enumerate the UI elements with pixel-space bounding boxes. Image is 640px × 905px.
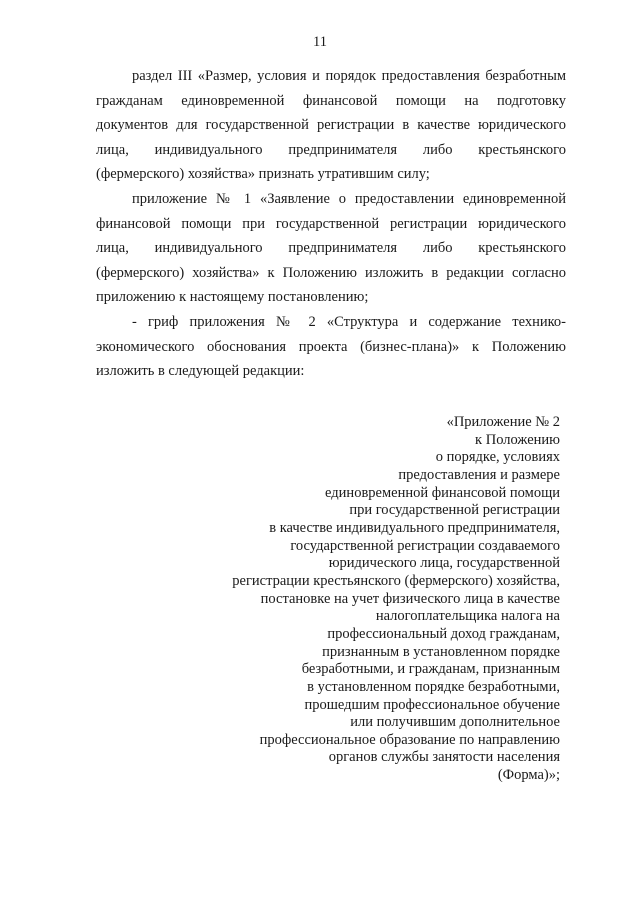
caption-line: государственной регистрации создаваемого	[290, 537, 560, 554]
caption-line: или получившим дополнительное	[350, 714, 560, 731]
caption-line: профессиональное образование по направлению	[259, 731, 560, 748]
caption-line: профессиональный доход гражданам,	[327, 625, 560, 642]
caption-line: к Положению	[475, 431, 560, 448]
appendix-caption-block	[140, 414, 560, 785]
paragraph-appendix-2-heading: - гриф приложения № 2 «Структура и содержание технико-экономического обоснования проекта (бизнес-плана)» к Положению изложить в следующей редакции:	[96, 313, 566, 380]
paragraph-section-iii: раздел III «Размер, условия и порядок предоставления безработным гражданам единовременной финансовой помощи на подготовку документов для государственной регистрации в качестве юридического лица, индивидуального предпринимателя либо крестьянского (фермерского) хозяйства» признать утратившим силу;	[96, 68, 566, 183]
caption-line: о порядке, условиях	[435, 449, 560, 466]
caption-line: безработными, и гражданам, признанным	[301, 661, 560, 678]
caption-line: (Форма)»;	[497, 767, 560, 784]
caption-line: признанным в установленном порядке	[322, 643, 560, 660]
document-body	[96, 64, 566, 384]
caption-line: прошедшим профессиональное обучение	[304, 696, 560, 713]
paragraph-appendix-1: приложение № 1 «Заявление о предоставлении единовременной финансовой помощи при государственной регистрации юридического лица, индивидуального предпринимателя либо крестьянского (фермерского) хозяйства» к Положению изложить в редакции согласно приложению к настоящему постановлению;	[96, 190, 566, 306]
caption-line: юридического лица, государственной	[328, 555, 560, 572]
page-number: 11	[313, 34, 327, 50]
caption-line: единовременной финансовой помощи	[325, 484, 560, 501]
caption-line: в качестве индивидуального предпринимателя,	[269, 519, 560, 536]
caption-line: постановке на учет физического лица в качестве	[260, 590, 560, 607]
caption-line: органов службы занятости населения	[328, 749, 560, 766]
caption-line: в установленном порядке безработными,	[307, 678, 560, 695]
caption-line: регистрации крестьянского (фермерского) хозяйства,	[232, 572, 560, 589]
caption-line: «Приложение № 2	[446, 414, 560, 430]
caption-line: при государственной регистрации	[349, 502, 560, 519]
caption-line: налогоплательщика налога на	[375, 608, 560, 625]
caption-line: предоставления и размере	[398, 466, 560, 483]
